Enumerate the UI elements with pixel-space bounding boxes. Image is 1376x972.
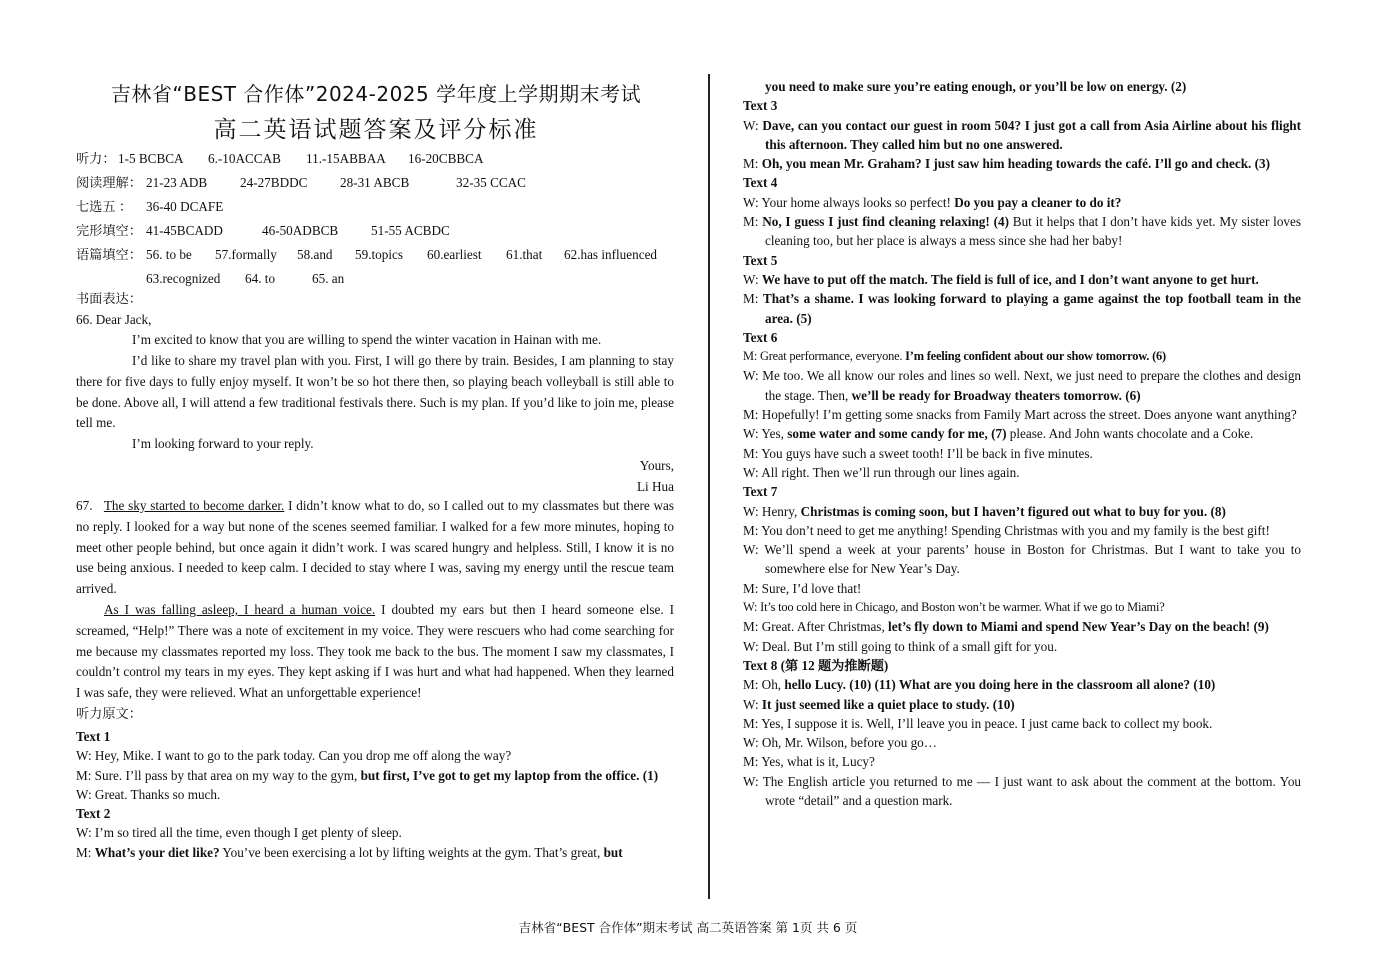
dialogue-line: M: Yes, what is it, Lucy? bbox=[743, 754, 875, 770]
dialogue-line: M: You guys have such a sweet tooth! I’ll be back in five minutes. bbox=[743, 445, 1093, 461]
dialogue-line: W: Me too. We all know our roles and lines so well. Next, we just need to prepare the clothes and design the stage. Then, we’ll be ready for Broadway theaters tomorrow. (6) bbox=[743, 368, 1302, 403]
dialogue-line: W: Oh, Mr. Wilson, before you go… bbox=[743, 735, 937, 751]
text-heading: Text 2 bbox=[76, 806, 111, 822]
dialogue-line: M: What’s your diet like? You’ve been exercising a lot by lifting weights at the gym. That’s great, but bbox=[76, 844, 623, 860]
text-heading: Text 3 bbox=[743, 98, 778, 114]
essay66-signature: Li Hua bbox=[637, 479, 674, 494]
essay67-paragraph2: As I was falling asleep, I heard a human voice. I doubted my ears but then I heard someone else. I screamed, “Help!” There was a note of excitement in my voice. They were rescuers who had come searching for me because my classmates reported my loss. They took me back to the bus. The moment I saw my classmates, I couldn’t control my tears in my eyes. They kept asking if I was hurt and what had happened. When they learned I was safe, they were relieved. What an unforgettable experience! bbox=[76, 602, 674, 701]
dialogue-line: M: Great. After Christmas, let’s fly down to Miami and spend New Year’s Day on the beach! (9) bbox=[743, 619, 1269, 635]
dialogue-line: M: Oh, hello Lucy. (10) (11) What are you doing here in the classroom all alone? (10) bbox=[743, 677, 1216, 693]
dialogue-line: W: Dave, can you contact our guest in room 504? I just got a call from Asia Airline about his flight this afternoon. They called him but no one answered. bbox=[743, 117, 1302, 152]
dialogue-line: M: Yes, I suppose it is. Well, I’ll leave you in peace. I just came back to collect my book. bbox=[743, 715, 1213, 731]
essay67-paragraph2-opening: As I was falling asleep, I heard a human voice. bbox=[104, 602, 376, 617]
dialogue-line: M: You don’t need to get me anything! Spending Christmas with you and my family is the best gift! bbox=[743, 522, 1270, 538]
essay66-greeting: 66. Dear Jack, bbox=[76, 312, 152, 327]
dialogue-line: M: No, I guess I just find cleaning relaxing! (4) But it helps that I don’t have kids yet. My sister loves cleaning too, but her place is always a mess since she had her baby! bbox=[743, 214, 1301, 249]
answer-listening: 听力： 1-5 BCBCA 6.-10ACCAB 11.-15ABBAA 16-20CBBCA bbox=[76, 151, 484, 166]
answer-grammar-row1: 语篇填空： 56. to be 57.formally 58.and 59.topics 60.earliest 61.that 62.has influenced bbox=[76, 247, 658, 262]
text-heading: Text 7 bbox=[743, 484, 778, 500]
exam-subtitle: 高二英语试题答案及评分标准 bbox=[213, 117, 539, 143]
page-footer: 吉林省“BEST 合作体”期末考试 高二英语答案 第 1页 共 6 页 bbox=[518, 920, 858, 935]
dialogue-line: W: Yes, some water and some candy for me, (7) please. And John wants chocolate and a Coke. bbox=[743, 426, 1254, 442]
column-divider bbox=[708, 74, 710, 899]
essay66-closing: Yours, bbox=[639, 458, 674, 473]
dialogue-line: W: We’ll spend a week at your parents’ house in Boston for Christmas. But I want to take you to somewhere else for New Year’s Day. bbox=[743, 542, 1301, 577]
essay66-paragraph: I’m looking forward to your reply. bbox=[132, 436, 314, 451]
essay66-paragraph: I’m excited to know that you are willing to spend the winter vacation in Hainan with me. bbox=[132, 332, 602, 347]
answer-seven-choose-five: 七选五 ： 36-40 DCAFE bbox=[76, 199, 224, 214]
essay66-paragraph: I’d like to share my travel plan with you. First, I will go there by train. Besides, I am planning to stay there for five days to fully enjoy myself. It won’t be so hot there then, so playing beach volleyball is still able to be done. Above all, I will attend a few traditional festivals there. Such is my plan. If you’d like to join me, please tell me. bbox=[76, 353, 674, 431]
essay67-opening-sentence: The sky started to become darker. bbox=[103, 498, 285, 513]
text-heading: Text 6 bbox=[743, 329, 778, 345]
answer-cloze: 完形填空： 41-45BCADD 46-50ADBCB 51-55 ACBDC bbox=[76, 223, 450, 238]
dialogue-line: M: Sure. I’ll pass by that area on my way to the gym, but first, I’ve got to get my laptop from the office. (1) bbox=[76, 767, 659, 783]
text-heading: Text 5 bbox=[743, 252, 778, 268]
transcript-label: 听力原文： bbox=[76, 706, 142, 721]
text-heading: Text 4 bbox=[743, 175, 778, 191]
transcript-left bbox=[76, 727, 674, 862]
text-heading: Text 8 (第 12 题为推断题) bbox=[743, 657, 889, 673]
dialogue-line: M: Oh, you mean Mr. Graham? I just saw him heading towards the café. I’ll go and check. (3) bbox=[743, 156, 1271, 172]
dialogue-line: M: That’s a shame. I was looking forward to playing a game against the top football team in the area. (5) bbox=[743, 291, 1302, 326]
dialogue-line: W: Great. Thanks so much. bbox=[76, 786, 221, 802]
dialogue-line: W: Your home always looks so perfect! Do you pay a cleaner to do it? bbox=[743, 194, 1122, 210]
dialogue-line: W: We have to put off the match. The field is full of ice, and I don’t want anyone to get hurt. bbox=[743, 271, 1259, 287]
dialogue-continuation: you need to make sure you’re eating enough, or you’ll be low on energy. (2) bbox=[765, 79, 1187, 94]
dialogue-line: W: Henry, Christmas is coming soon, but I haven’t figured out what to buy for you. (8) bbox=[743, 503, 1226, 519]
dialogue-line: W: The English article you returned to me — I just want to ask about the comment at the bottom. You wrote “detail” and a question mark. bbox=[743, 773, 1302, 808]
dialogue-line: W: Deal. But I’m still going to think of a small gift for you. bbox=[743, 638, 1058, 654]
answer-grammar-row2: 63.recognized 64. to 65. an bbox=[146, 271, 345, 286]
dialogue-line: W: I’m so tired all the time, even though I get plenty of sleep. bbox=[76, 825, 402, 841]
dialogue-line: W: All right. Then we’ll run through our lines again. bbox=[743, 464, 1020, 480]
answer-writing-label: 书面表达： bbox=[76, 291, 142, 306]
answer-reading: 阅读理解： 21-23 ADB 24-27BDDC 28-31 ABCB 32-35 CCAC bbox=[76, 175, 526, 190]
essay67-paragraph1: 67. The sky started to become darker. I didn’t know what to do, so I called out to my classmates but there was no reply. I looked for a way but none of the scenes seemed familiar. I walked for a few more minutes, hoping to meet other people behind, but once again it didn’t work. I was scared hungry and helpless. Still, I know it is no use being anxious. I needed to keep calm. I decided to stay where I was, saving my energy until the rescue team arrived. bbox=[76, 498, 675, 597]
dialogue-line: M: Hopefully! I’m getting some snacks from Family Mart across the street. Does anyone want anything? bbox=[743, 407, 1297, 423]
dialogue-line: M: Great performance, everyone. I’m feeling confident about our show tomorrow. (6) bbox=[743, 349, 1166, 364]
dialogue-line: W: It just seemed like a quiet place to study. (10) bbox=[743, 696, 1015, 712]
dialogue-line: M: Sure, I’d love that! bbox=[743, 580, 862, 596]
dialogue-line: W: Hey, Mike. I want to go to the park today. Can you drop me off along the way? bbox=[76, 748, 512, 764]
dialogue-line: W: It’s too cold here in Chicago, and Boston won’t be warmer. What if we go to Miami? bbox=[743, 600, 1165, 615]
exam-title: 吉林省“BEST 合作体”2024-2025 学年度上学期期末考试 bbox=[110, 82, 642, 106]
text-heading: Text 1 bbox=[76, 729, 111, 744]
transcript-right bbox=[743, 77, 1301, 810]
